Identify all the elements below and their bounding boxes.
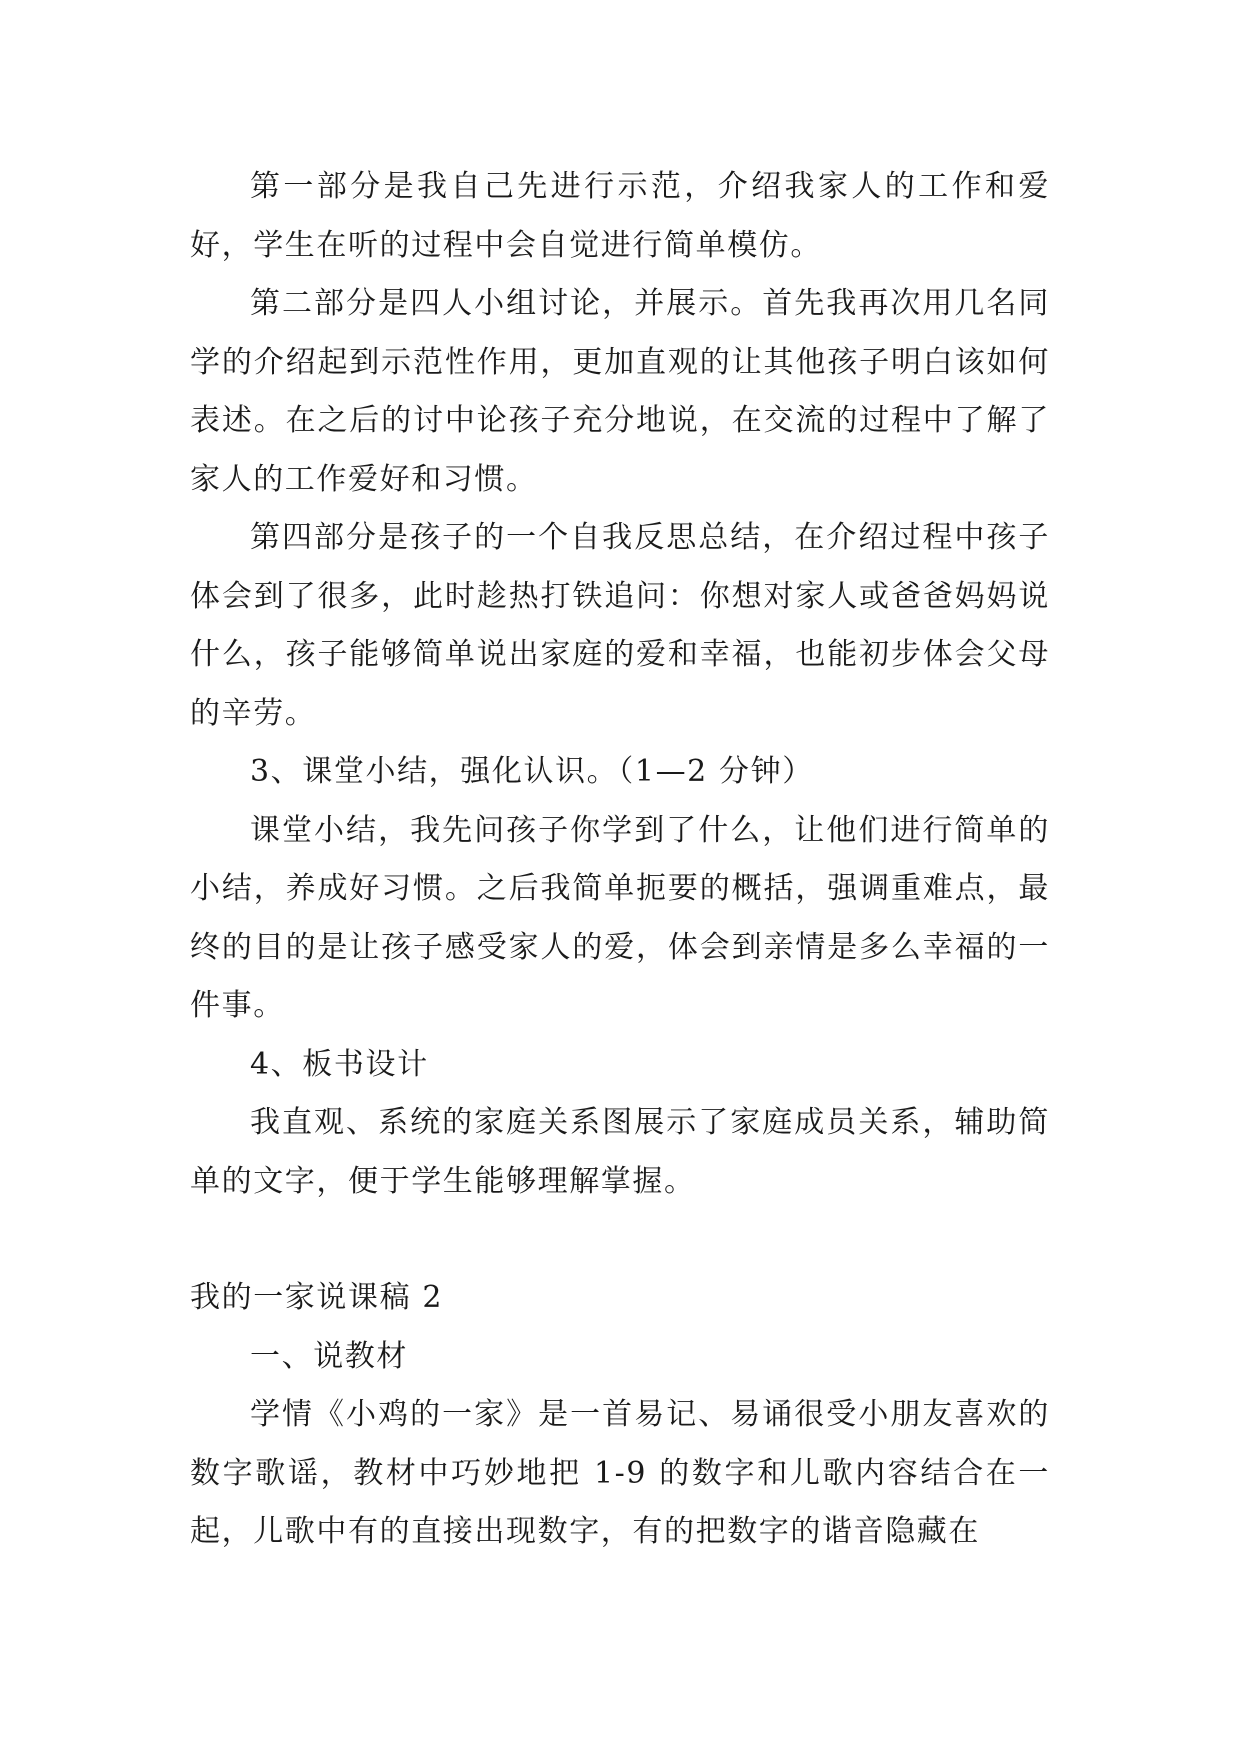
paragraph-self-reflection: 第四部分是孩子的一个自我反思总结，在介绍过程中孩子体会到了很多，此时趁热打铁追问：你想对家人或爸爸妈妈说什么，孩子能够简单说出家庭的爱和幸福，也能初步体会父母的辛劳。: [190, 520, 1050, 731]
heading-class-summary: 3、课堂小结，强化认识。（1—2 分钟）: [250, 754, 814, 789]
paragraph-demo: 第一部分是我自己先进行示范，介绍我家人的工作和爱好，学生在听的过程中会自觉进行简单模仿。: [190, 169, 1050, 263]
heading-board-design: 4、板书设计: [250, 1046, 429, 1082]
paragraph-class-summary: 课堂小结，我先问孩子你学到了什么，让他们进行简单的小结，养成好习惯。之后我简单扼要的概括，强调重难点，最终的目的是让孩子感受家人的爱，体会到亲情是多么幸福的一件事。: [190, 812, 1050, 1023]
paragraph-teaching-material: 学情《小鸡的一家》是一首易记、易诵很受小朋友喜欢的数字歌谣，教材中巧妙地把 1-9 的数字和儿歌内容结合在一起，儿歌中有的直接出现数字，有的把数字的谐音隐藏在: [190, 1397, 1050, 1549]
paragraph-group-discussion: 第二部分是四人小组讨论，并展示。首先我再次用几名同学的介绍起到示范性作用，更加直观的让其他孩子明白该如何表述。在之后的讨中论孩子充分地说，在交流的过程中了解了家人的工作爱好和习惯。: [190, 286, 1050, 497]
section-title: 我的一家说课稿 2: [190, 1280, 444, 1315]
section-spacer: [190, 1211, 1050, 1269]
document-body: [190, 158, 1050, 1562]
paragraph-board-design: 我直观、系统的家庭关系图展示了家庭成员关系，辅助简单的文字，便于学生能够理解掌握。: [190, 1105, 1050, 1199]
heading-teaching-material: 一、说教材: [250, 1338, 408, 1374]
